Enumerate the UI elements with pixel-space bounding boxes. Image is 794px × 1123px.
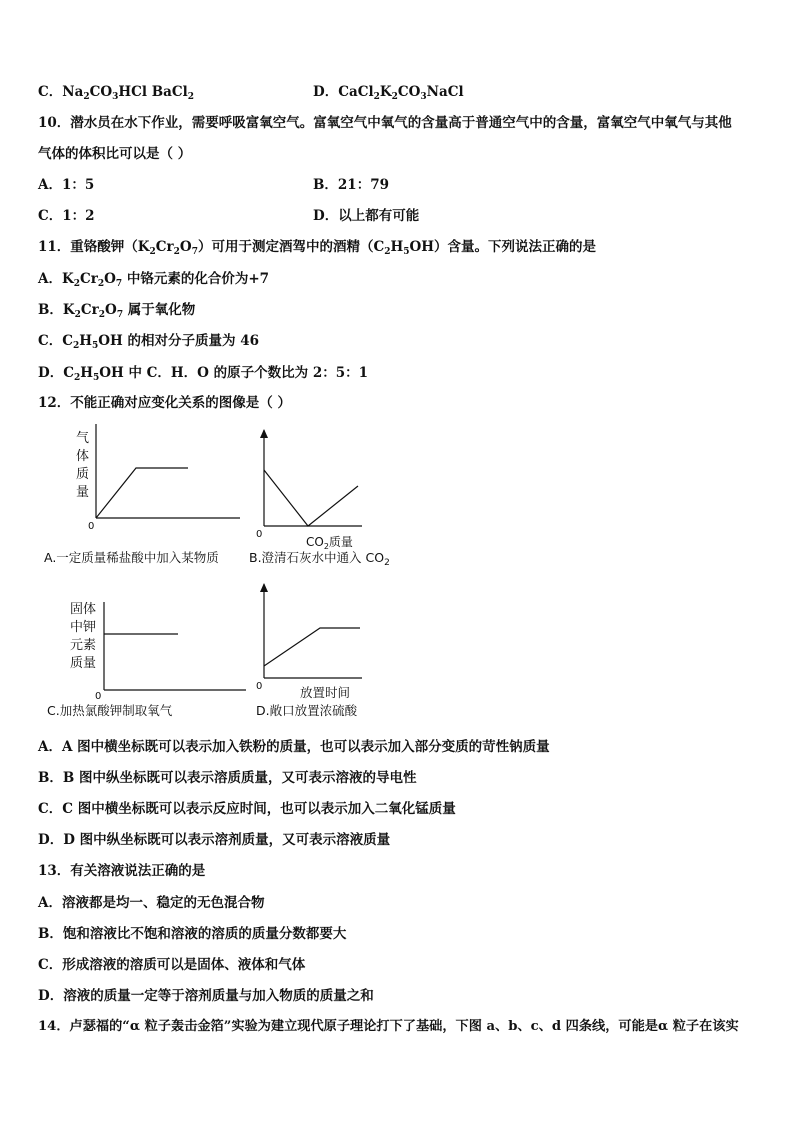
graph-b-curve bbox=[264, 470, 358, 526]
graph-d-y-arrow bbox=[260, 583, 268, 592]
q9-option-d: D．$CaCl_2K_2CO_3NaCl$ bbox=[313, 84, 464, 102]
q11-option-c: C．$C_2H_5OH$ 的相对分子质量为 46 bbox=[38, 333, 259, 351]
q12-option-b: B．B 图中纵坐标既可以表示溶质质量，又可表示溶液的导电性 bbox=[38, 770, 417, 786]
graph-d-xlabel: 放置时间 bbox=[300, 685, 351, 700]
graph-b-caption: B.澄清石灰水中通入 $CO_2$ bbox=[249, 550, 390, 568]
graph-a-ylabel-1: 气 bbox=[76, 431, 90, 446]
q10-option-d: D．以上都有可能 bbox=[313, 208, 420, 224]
graph-c bbox=[64, 600, 254, 700]
q12-stem: 12．不能正确对应变化关系的图像是（ ） bbox=[38, 395, 291, 411]
q11-stem: 11．重铬酸钾$(K_2Cr_2O_7)$可用于测定酒驾中的酒精$(C_2H_5OH)$含量。下列说法正确的是 bbox=[38, 239, 597, 257]
graph-a-ylabel-4: 量 bbox=[76, 485, 90, 500]
graph-c-caption: C.加热氯酸钾制取氧气 bbox=[47, 703, 173, 718]
q10-option-b: B．21：79 bbox=[313, 177, 389, 193]
graph-c-ylabel-1: 固体 bbox=[70, 602, 97, 617]
graph-b-y-arrow bbox=[260, 429, 268, 438]
q12-option-c: C．C 图中横坐标既可以表示反应时间，也可以表示加入二氧化锰质量 bbox=[38, 801, 456, 817]
q14-stem: 14．卢瑟福的“α 粒子轰击金箔”实验为建立现代原子理论打下了基础，下图 a、b、c、d 四条线，可能是α 粒子在该实 bbox=[38, 1019, 739, 1034]
graph-a-curve bbox=[96, 468, 188, 518]
q11-option-d: D．$C_2H_5OH$ 中 C．H．O 的原子个数比为 2：5：1 bbox=[38, 365, 369, 383]
graph-a-caption: A.一定质量稀盐酸中加入某物质 bbox=[44, 550, 219, 565]
graph-a-origin: 0 bbox=[88, 521, 95, 532]
q10-stem-line1: 10．潜水员在水下作业，需要呼吸富氧空气。富氧空气中氧气的含量高于普通空气中的含量，富氧空气中氧气与其他 bbox=[38, 115, 732, 131]
q11-option-a: A．$K_2Cr_2O_7$ 中铬元素的化合价为+7 bbox=[38, 271, 270, 289]
graph-c-ylabel-3: 元素 bbox=[70, 638, 97, 653]
graph-c-ylabel-4: 质量 bbox=[70, 656, 97, 671]
q13-option-c: C．形成溶液的溶质可以是固体、液体和气体 bbox=[38, 957, 306, 973]
graph-a-ylabel-3: 质 bbox=[76, 467, 90, 482]
graph-c-ylabel-2: 中钾 bbox=[70, 620, 97, 635]
q10-option-c: C．1：2 bbox=[38, 208, 95, 224]
graph-a bbox=[70, 422, 250, 532]
q13-option-a: A．溶液都是均一、稳定的无色混合物 bbox=[38, 895, 265, 911]
graph-c-origin: 0 bbox=[95, 691, 102, 700]
graph-d bbox=[250, 580, 370, 702]
q9-option-c: C．$Na_2CO_3HCl$ BaCl$_2$ bbox=[38, 84, 195, 102]
q10-stem-line2: 气体的体积比可以是（ ） bbox=[38, 146, 192, 162]
graph-b-xlabel: $CO_2$质量 bbox=[306, 535, 353, 550]
q13-stem: 13．有关溶液说法正确的是 bbox=[38, 863, 206, 879]
q13-option-b: B．饱和溶液比不饱和溶液的溶质的质量分数都要大 bbox=[38, 926, 347, 942]
graph-d-curve bbox=[264, 628, 360, 666]
q10-option-a: A．1：5 bbox=[38, 177, 95, 193]
graph-d-origin: 0 bbox=[256, 681, 263, 692]
q11-option-b: B．$K_2Cr_2O_7$ 属于氧化物 bbox=[38, 302, 196, 320]
q13-option-d: D．溶液的质量一定等于溶剂质量与加入物质的质量之和 bbox=[38, 988, 374, 1004]
graph-b-origin: 0 bbox=[256, 529, 263, 540]
graph-d-caption: D.敞口放置浓硫酸 bbox=[256, 703, 358, 718]
q12-option-d: D．D 图中纵坐标既可以表示溶剂质量，又可表示溶液质量 bbox=[38, 832, 391, 848]
graph-b bbox=[250, 422, 370, 550]
graph-a-ylabel-2: 体 bbox=[76, 449, 90, 464]
q12-option-a: A．A 图中横坐标既可以表示加入铁粉的质量，也可以表示加入部分变质的苛性钠质量 bbox=[38, 739, 550, 755]
